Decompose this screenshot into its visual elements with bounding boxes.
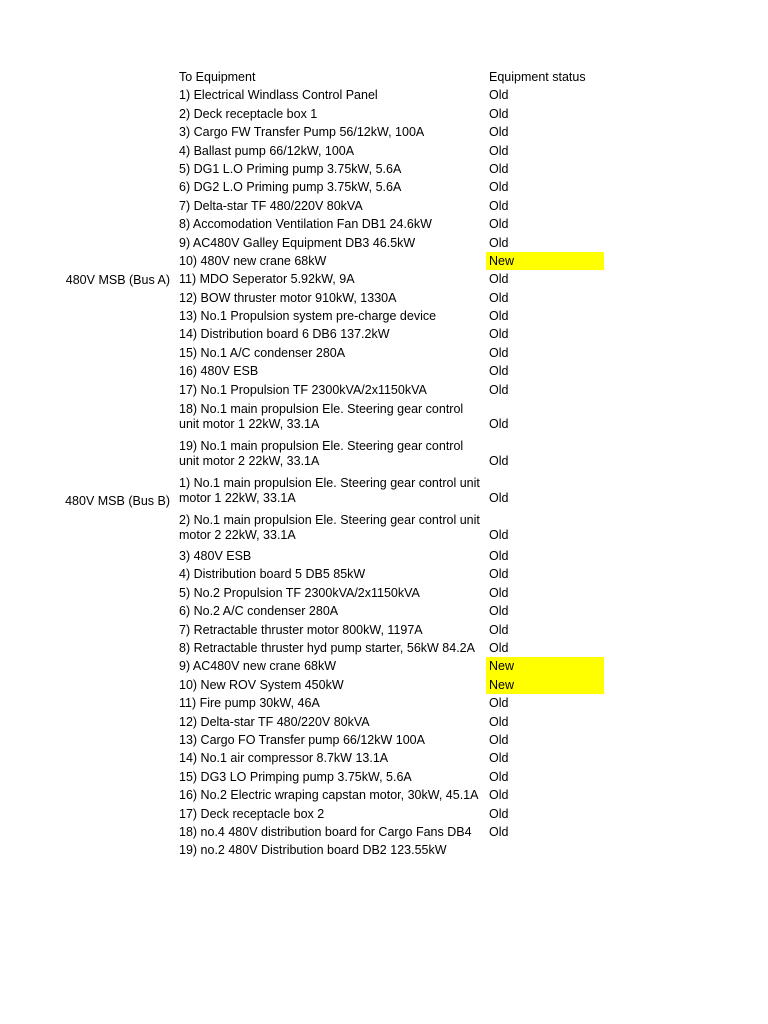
status-cell[interactable]: Old [489,161,509,176]
equipment-cell[interactable]: 1) No.1 main propulsion Ele. Steering gear control unit motor 1 22kW, 33.1A [179,476,480,505]
status-cell[interactable]: Old [489,640,509,655]
status-cell[interactable]: Old [489,364,509,379]
table-row [0,676,768,694]
table-row [0,234,768,252]
table-row [0,86,768,104]
equipment-cell[interactable]: 17) Deck receptacle box 2 [179,806,325,821]
table-row [0,105,768,123]
equipment-cell[interactable]: 18) no.4 480V distribution board for Cargo Fans DB4 [179,824,472,839]
status-cell[interactable]: Old [489,806,509,821]
equipment-cell[interactable]: 18) No.1 main propulsion Ele. Steering gear control unit motor 1 22kW, 33.1A [179,402,464,431]
equipment-cell[interactable]: 14) Distribution board 6 DB6 137.2kW [179,327,390,342]
equipment-cell[interactable]: 4) Distribution board 5 DB5 85kW [179,567,366,582]
equipment-cell[interactable]: 16) No.2 Electric wraping capstan motor, 30kW, 45.1A [179,788,479,803]
status-cell[interactable]: Old [489,143,509,158]
table-row [0,713,768,731]
status-cell[interactable]: Old [489,382,509,397]
table-row [0,602,768,620]
status-cell[interactable]: Old [489,491,509,506]
table-row [0,325,768,343]
status-cell[interactable]: Old [489,751,509,766]
equipment-cell[interactable]: 6) DG2 L.O Priming pump 3.75kW, 5.6A [179,180,402,195]
equipment-cell[interactable]: 15) DG3 LO Primping pump 3.75kW, 5.6A [179,769,412,784]
table-row [0,565,768,583]
equipment-cell[interactable]: 3) 480V ESB [179,549,252,564]
bus-group-label[interactable]: 480V MSB (Bus A) [65,273,170,287]
equipment-cell[interactable]: 12) Delta-star TF 480/220V 80kVA [179,714,370,729]
table-row [0,252,768,270]
header-to-equipment[interactable]: To Equipment [179,70,256,84]
table-row [0,362,768,380]
table-row [0,694,768,712]
table-row [0,344,768,362]
equipment-cell[interactable]: 7) Retractable thruster motor 800kW, 1197A [179,622,423,637]
equipment-cell[interactable]: 2) Deck receptacle box 1 [179,106,318,121]
table-row [0,160,768,178]
equipment-cell[interactable]: 17) No.1 Propulsion TF 2300kVA/2x1150kVA [179,382,427,397]
table-row [0,178,768,196]
equipment-cell[interactable]: 8) Accomodation Ventilation Fan DB1 24.6kW [179,217,432,232]
equipment-cell[interactable]: 5) No.2 Propulsion TF 2300kVA/2x1150kVA [179,585,420,600]
table-row [0,381,768,399]
table-row [0,510,768,547]
status-cell[interactable]: Old [489,198,509,213]
table-row [0,215,768,233]
status-cell[interactable]: Old [489,714,509,729]
table-row [0,399,768,436]
equipment-cell[interactable]: 11) Fire pump 30kW, 46A [179,696,320,711]
status-cell[interactable]: Old [489,235,509,250]
status-cell[interactable]: Old [489,345,509,360]
equipment-cell[interactable]: 19) No.1 main propulsion Ele. Steering gear control unit motor 2 22kW, 33.1A [179,439,464,468]
bus-group-label[interactable]: 480V MSB (Bus B) [65,494,170,508]
equipment-cell[interactable]: 6) No.2 A/C condenser 280A [179,604,339,619]
status-cell[interactable] [486,841,604,859]
equipment-cell[interactable]: 7) Delta-star TF 480/220V 80kVA [179,198,363,213]
equipment-cell[interactable]: 5) DG1 L.O Priming pump 3.75kW, 5.6A [179,161,402,176]
status-cell[interactable]: Old [489,769,509,784]
status-cell[interactable]: New [486,657,604,675]
table-row [0,657,768,675]
equipment-sheet [0,68,768,860]
equipment-cell[interactable]: 1) Electrical Windlass Control Panel [179,88,378,103]
status-cell[interactable]: Old [489,585,509,600]
table-row [0,436,768,473]
equipment-cell[interactable]: 8) Retractable thruster hyd pump starter, 56kW 84.2A [179,640,475,655]
table-row [0,123,768,141]
equipment-cell[interactable]: 13) Cargo FO Transfer pump 66/12kW 100A [179,732,425,747]
header-equipment-status[interactable]: Equipment status [489,70,586,84]
table-row [0,307,768,325]
table-row [0,823,768,841]
table-row [0,805,768,823]
table-row [0,547,768,565]
status-cell[interactable]: New [486,252,604,270]
status-cell[interactable]: Old [489,788,509,803]
equipment-cell[interactable]: 12) BOW thruster motor 910kW, 1330A [179,290,397,305]
table-row [0,621,768,639]
table-row [0,584,768,602]
equipment-cell[interactable]: 19) no.2 480V Distribution board DB2 123.55kW [179,843,447,858]
status-cell[interactable]: Old [489,327,509,342]
equipment-cell[interactable]: 10) 480V new crane 68kW [179,253,327,268]
table-row [0,841,768,859]
status-cell[interactable]: Old [489,454,509,469]
equipment-cell[interactable]: 11) MDO Seperator 5.92kW, 9A [179,272,355,287]
status-cell[interactable]: Old [489,217,509,232]
status-cell[interactable]: Old [489,290,509,305]
status-cell[interactable]: Old [489,604,509,619]
status-cell[interactable]: Old [489,528,509,543]
equipment-cell[interactable]: 14) No.1 air compressor 8.7kW 13.1A [179,751,389,766]
header-row [0,68,768,86]
status-cell[interactable]: Old [489,272,509,287]
table-row [0,786,768,804]
status-cell[interactable]: Old [489,622,509,637]
status-cell[interactable]: Old [489,125,509,140]
status-cell[interactable]: Old [489,696,509,711]
status-cell[interactable]: Old [489,567,509,582]
status-cell[interactable]: New [486,676,604,694]
equipment-cell[interactable]: 2) No.1 main propulsion Ele. Steering gear control unit motor 2 22kW, 33.1A [179,513,480,542]
table-row [0,731,768,749]
table-row [0,142,768,160]
equipment-cell[interactable]: 9) AC480V Galley Equipment DB3 46.5kW [179,235,416,250]
table-row [0,749,768,767]
status-cell[interactable]: Old [489,180,509,195]
status-cell[interactable]: Old [489,106,509,121]
status-cell[interactable]: Old [489,824,509,839]
table-row [0,639,768,657]
equipment-cell[interactable]: 3) Cargo FW Transfer Pump 56/12kW, 100A [179,125,425,140]
equipment-cell[interactable]: 10) New ROV System 450kW [179,677,344,692]
equipment-cell[interactable]: 16) 480V ESB [179,364,259,379]
status-cell[interactable]: Old [489,309,509,324]
table-row [0,289,768,307]
equipment-cell[interactable]: 9) AC480V new crane 68kW [179,659,337,674]
status-cell[interactable]: Old [489,549,509,564]
equipment-cell[interactable]: 4) Ballast pump 66/12kW, 100A [179,143,355,158]
table-body [0,86,768,859]
equipment-cell[interactable]: 15) No.1 A/C condenser 280A [179,345,346,360]
equipment-cell[interactable]: 13) No.1 Propulsion system pre-charge device [179,309,437,324]
table-row [0,197,768,215]
status-cell[interactable]: Old [489,417,509,432]
status-cell[interactable]: Old [489,732,509,747]
table-row [0,768,768,786]
status-cell[interactable]: Old [489,88,509,103]
